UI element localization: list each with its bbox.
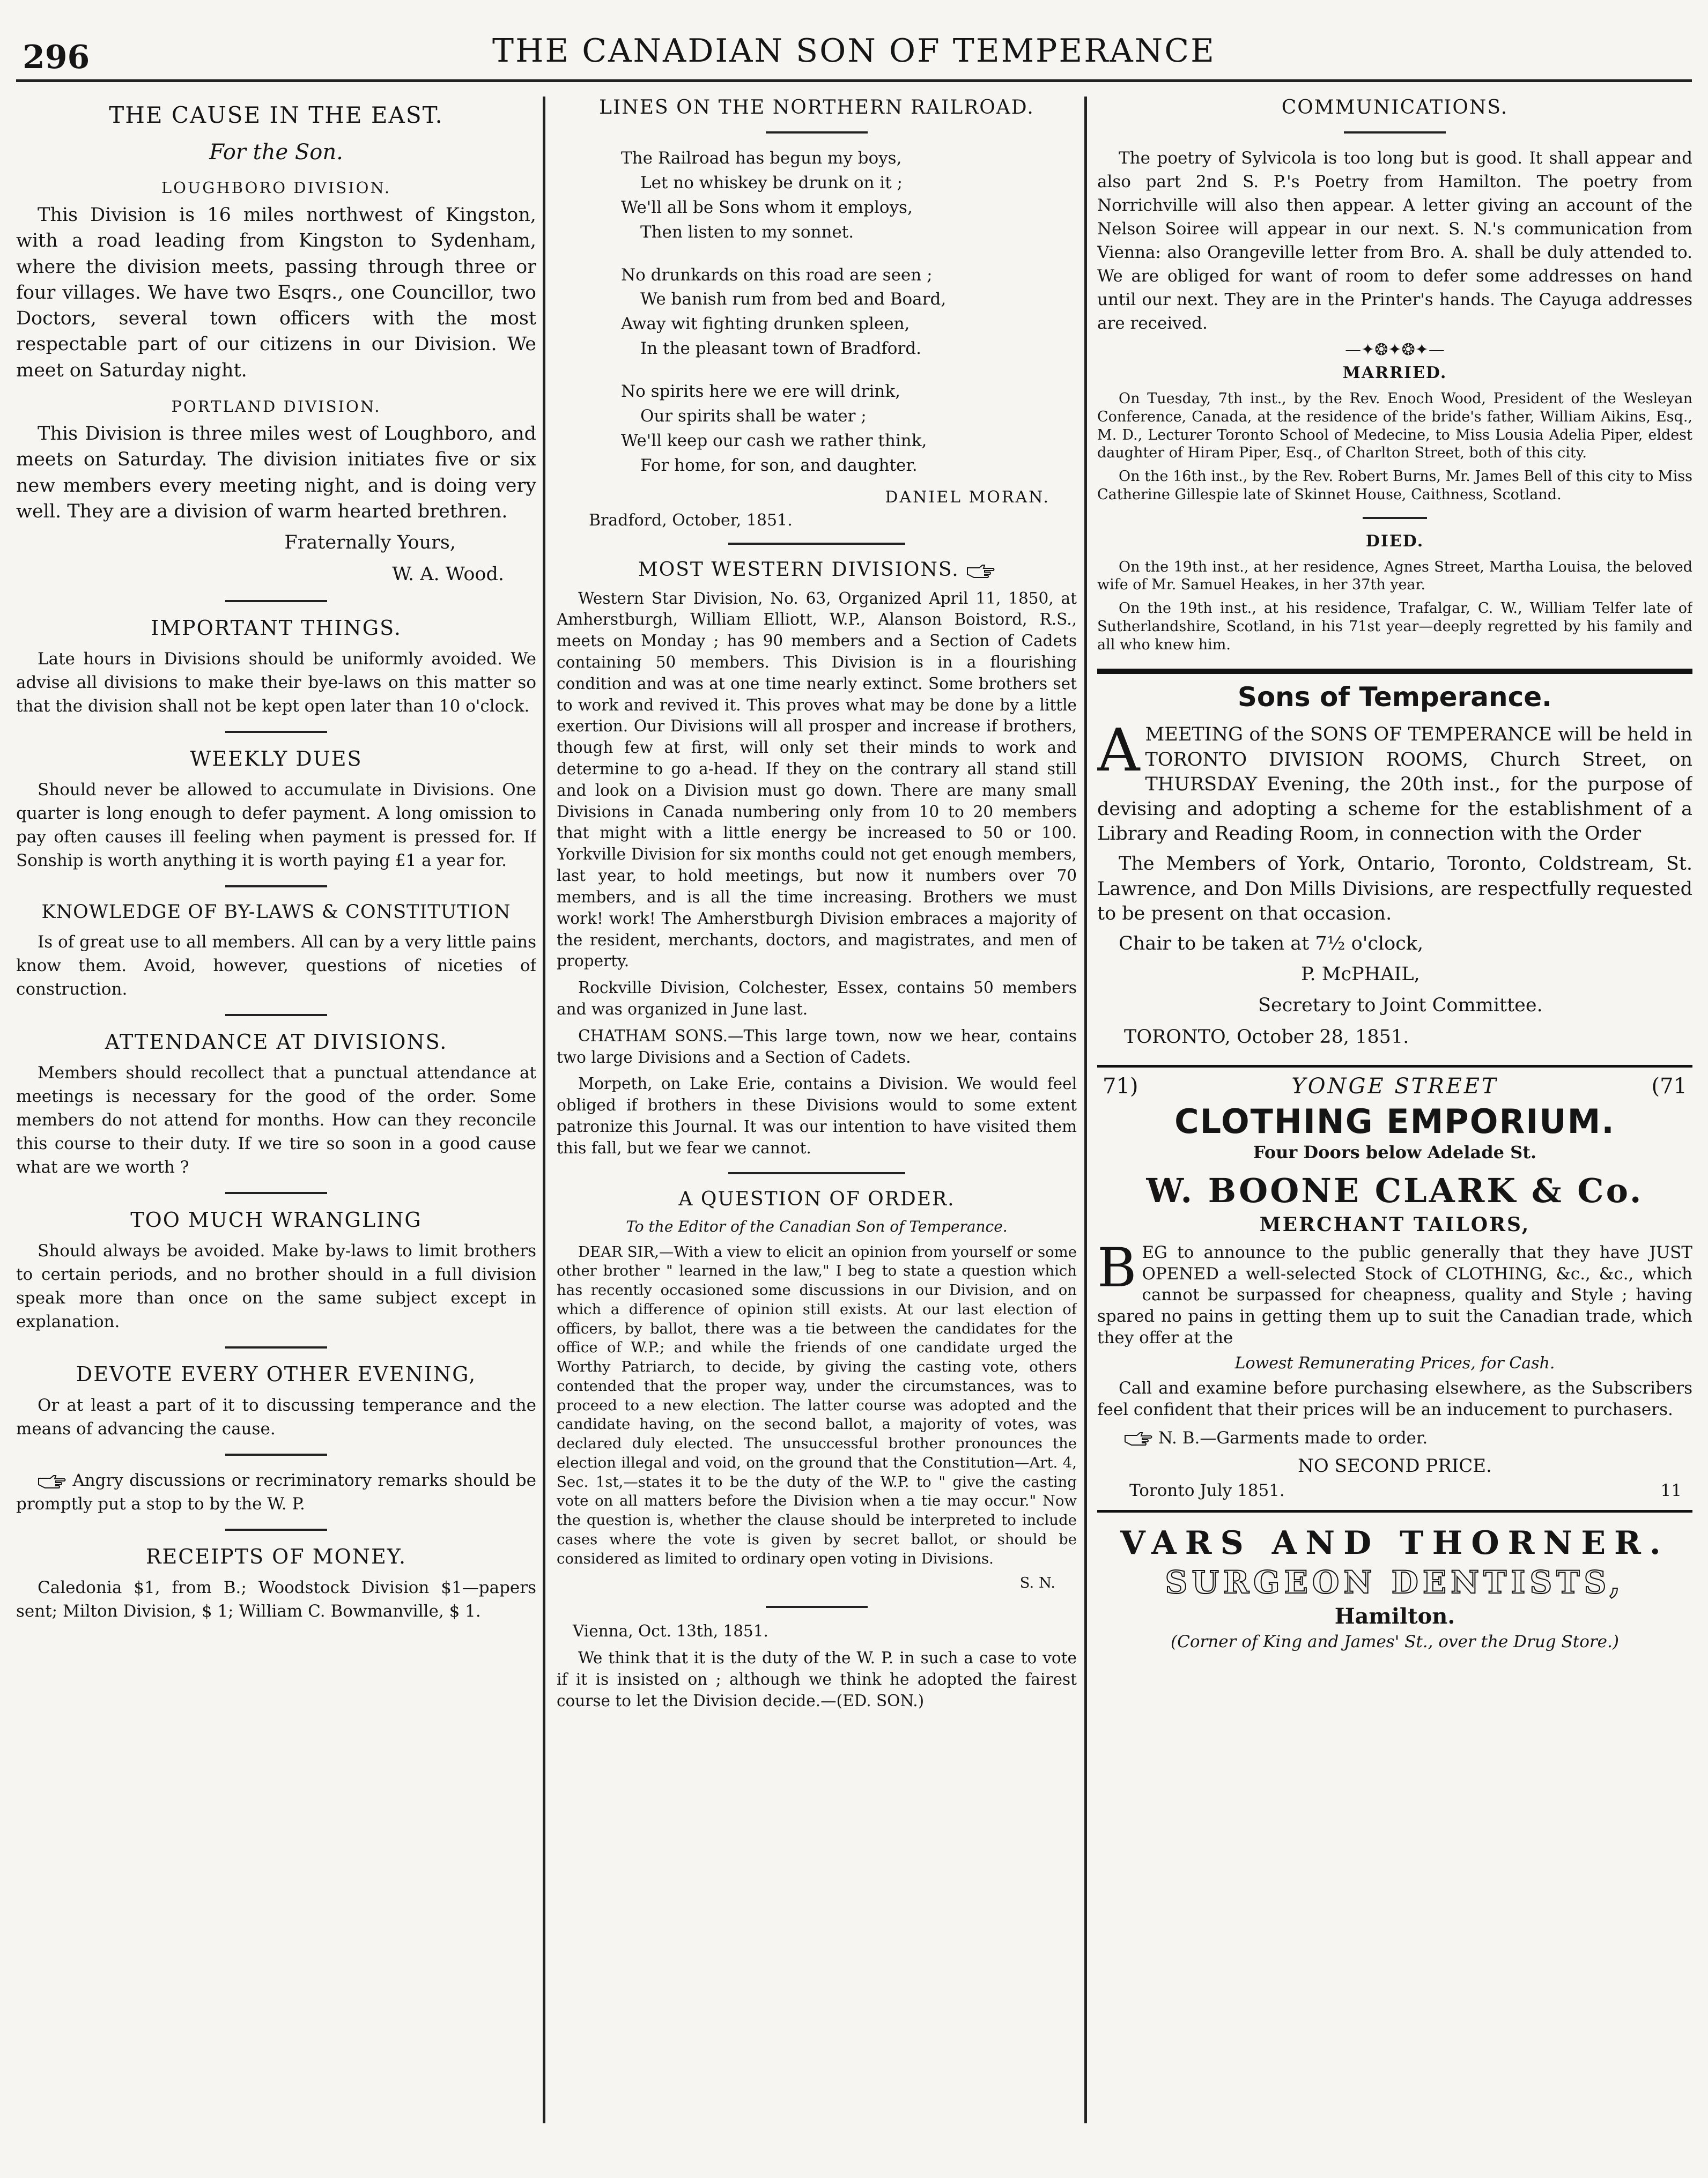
ornament-divider: —✦❂✦❂✦— bbox=[1345, 340, 1445, 360]
firm-trade: MERCHANT TAILORS, bbox=[1259, 1213, 1530, 1236]
pointing-hand-icon bbox=[38, 1474, 66, 1489]
ad-vars-thorner bbox=[1097, 1524, 1692, 1651]
page-header bbox=[0, 0, 1708, 75]
poem-line: No drunkards on this road are seen ; bbox=[621, 265, 933, 285]
heading-cause-east: THE CAUSE IN THE EAST. bbox=[109, 102, 443, 128]
ad-paragraph: Call and examine before purchasing elsewhere, as the Subscribers feel confident that their prices will be an inducement to purchasers. bbox=[1097, 1379, 1692, 1419]
heading-bylaws: KNOWLEDGE OF BY-LAWS & CONSTITUTION bbox=[41, 901, 511, 923]
poem-line: For home, for son, and daughter. bbox=[640, 455, 918, 475]
heading-receipts: RECEIPTS OF MONEY. bbox=[145, 1545, 407, 1569]
article-attendance: Members should recollect that a punctual attendance at meetings is necessary for the good of the order. Some members do not attend for months. How can they reconcile this course to their duty. If we tire so soon in a good cause what are we worth ? bbox=[16, 1063, 536, 1177]
article-dues: Should never be allowed to accumulate in Divisions. One quarter is long enough to defer payment. A long omission to pay often causes ill feeling when payment is pressed for. If Sonship is worth anything it is worth paying £1 a year for. bbox=[16, 780, 536, 870]
article-important: Late hours in Divisions should be uniformly avoided. We advise all divisions to make their bye-laws on this matter so that the division shall not be kept open later than 10 o'clock. bbox=[16, 649, 536, 716]
article-chatham: —This large town, now we hear, contains two large Divisions and a Section of Cadets. bbox=[557, 1026, 1077, 1066]
ad-divider bbox=[1097, 1510, 1692, 1513]
column-rule-2 bbox=[1084, 97, 1087, 2123]
letter-signature: S. N. bbox=[1019, 1574, 1055, 1592]
ad-signer-role: Secretary to Joint Committee. bbox=[1258, 995, 1543, 1017]
heading-western: MOST WESTERN DIVISIONS. bbox=[638, 558, 959, 581]
separator bbox=[728, 1172, 905, 1174]
ad-ref-number: 11 bbox=[1660, 1480, 1682, 1500]
subheading-for-son: For the Son. bbox=[209, 140, 343, 165]
heading-question: A QUESTION OF ORDER. bbox=[678, 1188, 955, 1210]
article-rockville: Rockville Division, Colchester, Essex, contains 50 members and was organized in June last. bbox=[557, 979, 1077, 1018]
poem-line: Let no whiskey be drunk on it ; bbox=[640, 173, 903, 192]
notice-died-2: On the 19th inst., at his residence, Trafalgar, C. W., William Telfer late of Sutherlandshire, Scotland, in his 71st year—deeply regretted by his family and all who knew him. bbox=[1097, 600, 1692, 653]
heading-died: DIED. bbox=[1365, 531, 1424, 551]
separator bbox=[225, 1346, 327, 1349]
notice-died-1: On the 19th inst., at her residence, Agnes Street, Martha Louisa, the beloved wife of Mr. Samuel Heakes, in her 37th year. bbox=[1097, 558, 1692, 594]
poem-line: No spirits here we ere will drink, bbox=[621, 382, 901, 401]
poem-place-date: Bradford, October, 1851. bbox=[589, 510, 793, 530]
poem-line: In the pleasant town of Bradford. bbox=[640, 339, 921, 359]
dentist-firm-name: VARS AND THORNER. bbox=[1120, 1524, 1669, 1562]
ad-paragraph: The Members of York, Ontario, Toronto, Coldstream, St. Lawrence, and Don Mills Divisions, are respectfully requested to be present on that occasion. bbox=[1097, 853, 1692, 924]
drop-cap: A bbox=[1097, 716, 1140, 785]
article-morpeth: Morpeth, on Lake Erie, contains a Division. We would feel obliged if brothers in these Divisions would to some extent patronize this Journal. It was our intention to have visited them this fall, but we fear we cannot. bbox=[557, 1075, 1077, 1157]
poem-stanza bbox=[621, 263, 1077, 362]
masthead-title: THE CANADIAN SON OF TEMPERANCE bbox=[492, 32, 1216, 70]
poem-line: The Railroad has begun my boys, bbox=[621, 149, 902, 168]
emporium-title: CLOTHING EMPORIUM. bbox=[1174, 1101, 1615, 1141]
article-portland: This Division is three miles west of Loughboro, and meets on Saturday. The division initiates five or six new members every meeting night, and is doing very well. They are a division of warm hearted brethren. bbox=[16, 423, 536, 522]
dentist-city: Hamilton. bbox=[1334, 1603, 1455, 1629]
heading-wrangling: TOO MUCH WRANGLING bbox=[130, 1208, 422, 1232]
closing-line: Fraternally Yours, bbox=[284, 532, 456, 554]
street-number-right: (71 bbox=[1651, 1073, 1687, 1099]
street-name: YONGE STREET bbox=[1291, 1073, 1498, 1099]
separator bbox=[225, 1192, 327, 1194]
drop-cap: B bbox=[1097, 1236, 1137, 1299]
poem-line: Our spirits shall be water ; bbox=[640, 406, 867, 426]
signature-wood: W. A. Wood. bbox=[392, 563, 504, 585]
to-editor-line: To the Editor of the Canadian Son of Temperance. bbox=[626, 1217, 1008, 1235]
article-communications: The poetry of Sylvicola is too long but is good. It shall appear and also part 2nd S. P.'s Poetry from Hamilton. The poetry from Norrichville will also then appear. A letter giving an account of the Nelson Soiree will appear in our next. S. N.'s communication from Vienna: also Orangeville letter from Bro. A. shall be duly attended to. We are obliged for want of room to defer some addresses on hand until our next. They are in the Printer's hands. The Cayuga addresses are received. bbox=[1097, 149, 1692, 334]
poem-line: We'll all be Sons whom it employs, bbox=[621, 197, 913, 217]
ad-signature: P. McPHAIL, bbox=[1301, 964, 1420, 986]
ad-paragraph: Chair to be taken at 7½ o'clock, bbox=[1119, 932, 1424, 954]
column-rule-1 bbox=[543, 97, 545, 2123]
ad-divider bbox=[1097, 669, 1692, 674]
column-middle bbox=[557, 91, 1077, 2161]
separator bbox=[225, 1529, 327, 1531]
ad-title: Sons of Temperance. bbox=[1237, 681, 1552, 713]
prices-line: Lowest Remunerating Prices, for Cash. bbox=[1234, 1354, 1555, 1373]
ad-paragraph: EG to announce to the public generally that they have JUST OPENED a well-selected Stock of CLOTHING, &c., &c., which cannot be surpassed for cheapness, quality and Style ; having spared no pains in getting them up to suit the Canadian trade, which they offer at the bbox=[1097, 1242, 1692, 1347]
separator bbox=[225, 1454, 327, 1456]
separator bbox=[1363, 517, 1427, 519]
separator bbox=[225, 1014, 327, 1016]
ad-date: Toronto July 1851. bbox=[1129, 1480, 1285, 1500]
page-number: 296 bbox=[23, 39, 90, 76]
heading-communications: COMMUNICATIONS. bbox=[1281, 97, 1509, 118]
heading-attendance: ATTENDANCE AT DIVISIONS. bbox=[105, 1030, 448, 1054]
poem-stanza bbox=[621, 380, 1077, 478]
article-receipts: Caledonia $1, from B.; Woodstock Division $1—papers sent; Milton Division, $ 1; William C. Bowmanville, $ 1. bbox=[16, 1578, 536, 1621]
ad-date: TORONTO, October 28, 1851. bbox=[1124, 1026, 1409, 1048]
nb-line: N. B.—Garments made to order. bbox=[1158, 1428, 1428, 1448]
heading-loughboro: LOUGHBORO DIVISION. bbox=[161, 179, 391, 197]
poem-stanza bbox=[621, 146, 1077, 245]
heading-married: MARRIED. bbox=[1342, 364, 1447, 383]
article-bylaws: Is of great use to all members. All can by a very little pains know them. Avoid, however, questions of niceties of construction. bbox=[16, 932, 536, 999]
heading-portland: PORTLAND DIVISION. bbox=[171, 397, 381, 416]
heading-important: IMPORTANT THINGS. bbox=[151, 616, 402, 640]
column-left bbox=[16, 91, 536, 2161]
separator bbox=[728, 543, 905, 545]
letter-place-date: Vienna, Oct. 13th, 1851. bbox=[573, 1622, 768, 1641]
dentist-trade: SURGEON DENTISTS, bbox=[1165, 1564, 1625, 1601]
poem-line: We banish rum from bed and Board, bbox=[640, 290, 947, 309]
article-western: Western Star Division, No. 63, Organized April 11, 1850, at Amherstburgh, William Elliott, W.P., Alanson Boistord, R.S., meets on Monday ; has 90 members and a Section of Cadets containing 50 members. This Division is in a flourishing condition and was at one time nearly extinct. Some brothers set to work and revived it. This proves what may be done by a little exertion. Our Divisions will all prosper and increase if brothers, though few at first, will only set their minds to work and determine to go a-head. If they on the contrary all stand still and look on a Division must go down. There are many small Divisions in Canada numbering only from 10 to 20 members that might with a little energy be increased to 50 or 100. Yorkville Division for six months could not get enough members, last year, to hold meetings, but now it numbers over 70 members, and is all the time increasing. Brothers we must work! work! The Amherstburgh Division embraces a majority of the resident, merchants, doctors, and magistrates, and men of property. bbox=[557, 589, 1077, 971]
dentist-address: (Corner of King and James' St., over the Drug Store.) bbox=[1171, 1632, 1619, 1651]
header-rule bbox=[16, 79, 1692, 82]
article-angry: Angry discussions or recriminatory remarks should be promptly put a stop to by the W. P. bbox=[16, 1471, 536, 1514]
street-number-left: 71) bbox=[1103, 1073, 1138, 1099]
heading-dues: WEEKLY DUES bbox=[190, 746, 363, 771]
pointing-hand-icon bbox=[966, 564, 995, 579]
ad-sons-of-temperance bbox=[1097, 681, 1692, 1050]
poem-line: We'll keep our cash we rather think, bbox=[621, 431, 927, 450]
heading-devote: DEVOTE EVERY OTHER EVENING, bbox=[76, 1362, 477, 1387]
emporium-location: Four Doors below Adelade St. bbox=[1253, 1142, 1537, 1162]
article-wrangling: Should always be avoided. Make by-laws to limit brothers to certain periods, and no brother should in a full division speak more than once on the same subject except in explanation. bbox=[16, 1241, 536, 1332]
no-second-price: NO SECOND PRICE. bbox=[1298, 1455, 1492, 1477]
poem-author: DANIEL MORAN. bbox=[885, 487, 1050, 507]
article-devote: Or at least a part of it to discussing temperance and the means of advancing the cause. bbox=[16, 1396, 536, 1439]
column-right bbox=[1097, 91, 1692, 2161]
separator bbox=[766, 131, 868, 134]
heading-lines-railroad: LINES ON THE NORTHERN RAILROAD. bbox=[599, 97, 1034, 118]
ad-clothing-emporium bbox=[1097, 1074, 1692, 1500]
pointing-hand-icon bbox=[1124, 1431, 1153, 1446]
separator bbox=[225, 885, 327, 887]
poem-railroad bbox=[621, 146, 1077, 478]
poem-line: Away wit fighting drunken spleen, bbox=[621, 314, 910, 334]
editor-reply: We think that it is the duty of the W. P. in such a case to vote if it is insisted on ; although we think he adopted the fairest course to let the Division decide.—(ED. SON.) bbox=[557, 1648, 1077, 1710]
firm-name: W. BOONE CLARK & Co. bbox=[1146, 1171, 1644, 1210]
notice-married-2: On the 16th inst., by the Rev. Robert Burns, Mr. James Bell of this city to Miss Catherine Gillespie late of Skinnet House, Caithness, Scotland. bbox=[1097, 468, 1692, 503]
notice-married-1: On Tuesday, 7th inst., by the Rev. Enoch Wood, President of the Wesleyan Conference, Canada, at the residence of the bride's father, William Aikins, Esq., M. D., Lecturer Toronto School of Medecine, to Miss Lousia Adelia Piper, eldest daughter of Hiram Piper, Esq., of Charlton Street, both of this city. bbox=[1097, 390, 1692, 462]
poem-line: Then listen to my sonnet. bbox=[640, 222, 854, 242]
ad-paragraph: MEETING of the SONS OF TEMPERANCE will be held in TORONTO DIVISION ROOMS, Church Street, on THURSDAY Evening, the 20th inst., for the purpose of devising and adopting a scheme for the establishment of a Library and Reading Room, in connection with the Order bbox=[1097, 724, 1692, 845]
separator bbox=[225, 731, 327, 733]
separator bbox=[766, 1606, 868, 1608]
separator bbox=[225, 600, 327, 602]
separator bbox=[1344, 131, 1446, 134]
chatham-lead: CHATHAM SONS. bbox=[578, 1026, 728, 1045]
ad-divider bbox=[1097, 1065, 1692, 1068]
article-letter: DEAR SIR,—With a view to elicit an opinion from yourself or some other brother " learned in the law," I beg to state a question which has recently occasioned some discussions in our Division, and on which a difference of opinion still exists. At our last election of officers, by ballot, there was a tie between the candidates for the office of W.P.; and while the friends of one candidate urged the Worthy Patriarch, to decide, by giving the casting vote, others contended that the proper way, under the circumstances, was to proceed to a new election. The latter course was adopted and the candidate having, on the second ballot, a majority of votes, was declared duly elected. The unsuccessful brother pronounces the election illegal and void, on the ground that the Constitution—Art. 4, Sec. 1st,—states it to be the duty of the W.P. to " give the casting vote on all matters before the Division when a tie may occur." Now the question is, whether the clause should be interpreted to include cases where the vote is given by secret ballot, or should be considered as limited to ordinary open voting in Divisions. bbox=[557, 1243, 1077, 1567]
article-loughboro: This Division is 16 miles northwest of Kingston, with a road leading from Kingston to Sydenham, where the division meets, passing through three or four villages. We have two Esqrs., one Councillor, two Doctors, several town officers with the most respectable part of our citizens in our Division. We meet on Saturday night. bbox=[16, 204, 536, 381]
